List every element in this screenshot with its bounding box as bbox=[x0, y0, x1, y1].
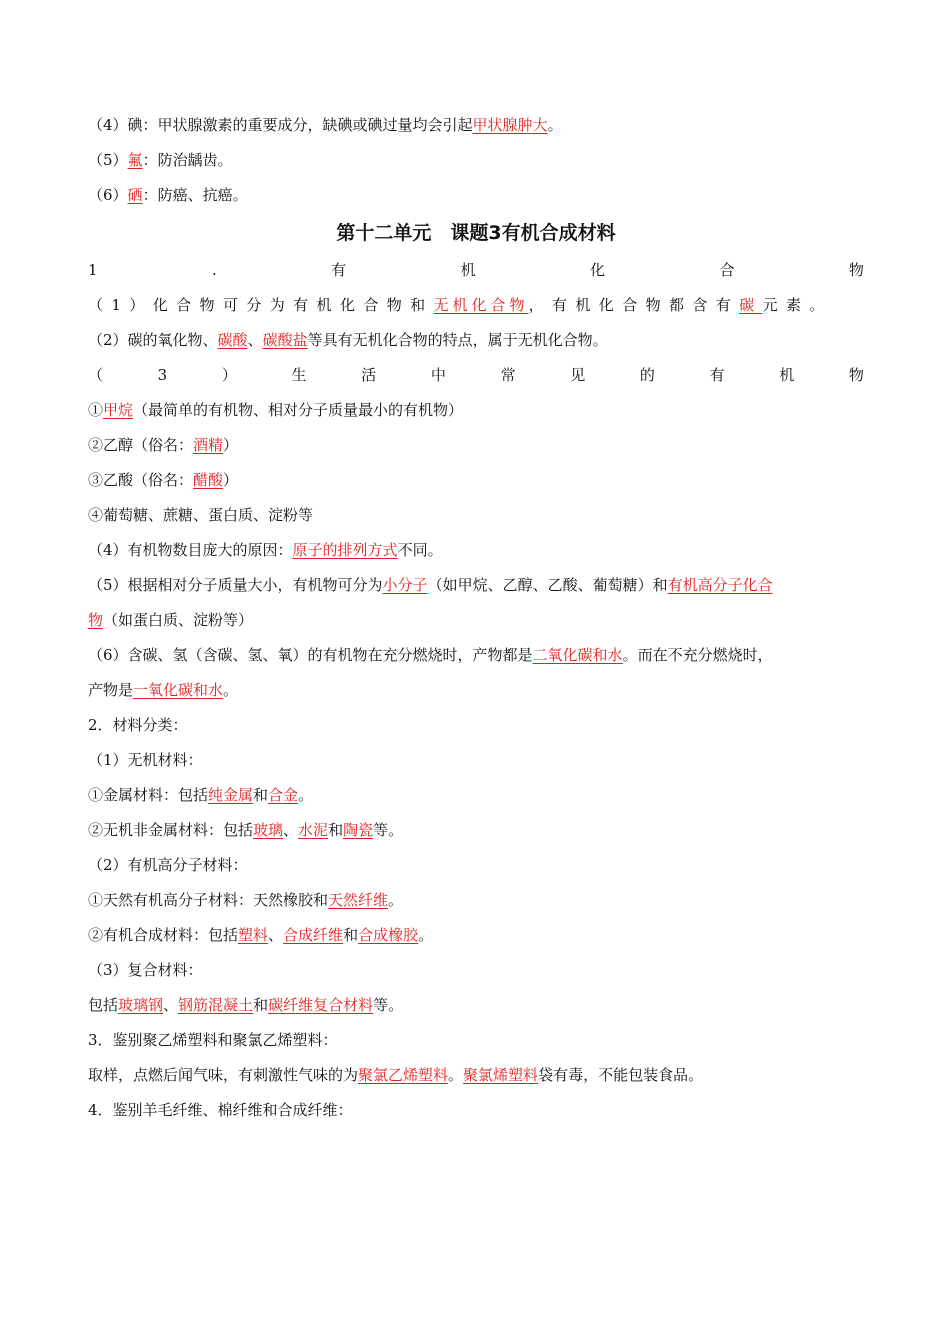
text: 。 bbox=[448, 1066, 464, 1084]
text: 和 bbox=[343, 926, 359, 944]
compound-classification-line bbox=[88, 288, 864, 323]
composite-materials-heading: （3）复合材料： bbox=[88, 961, 203, 979]
combustion-line-cont bbox=[88, 673, 864, 708]
text: 、 bbox=[268, 926, 284, 944]
heading-char: . bbox=[211, 261, 217, 279]
text: 、 bbox=[163, 996, 179, 1014]
sugars-line: ④葡萄糖、蔗糖、蛋白质、淀粉等 bbox=[88, 506, 314, 524]
text: （6）含碳、氢（含碳、氢、氧）的有机物在充分燃烧时，产物都是 bbox=[88, 646, 533, 664]
answer-blank: 甲烷 bbox=[103, 401, 134, 419]
text: 。 bbox=[547, 116, 563, 134]
text: ②无机非金属材料：包括 bbox=[88, 821, 254, 839]
answer-blank: 物 bbox=[88, 611, 104, 629]
heading-common-organics bbox=[88, 358, 864, 393]
text: （4）有机物数目庞大的原因： bbox=[88, 541, 293, 559]
text: 等。 bbox=[373, 996, 404, 1014]
text: （如蛋白质、淀粉等） bbox=[103, 611, 254, 629]
answer-blank: 一氧化碳和水 bbox=[133, 681, 224, 699]
answer-blank: 塑料 bbox=[238, 926, 269, 944]
text: 、 bbox=[283, 821, 299, 839]
answer-blank: 合金 bbox=[268, 786, 299, 804]
answer-blank: 聚氯烯塑料 bbox=[463, 1066, 539, 1084]
text: ②有机合成材料：包括 bbox=[88, 926, 239, 944]
section-title: 第十二单元 课题3有机合成材料 bbox=[336, 222, 616, 244]
answer-blank: 聚氯乙烯塑料 bbox=[358, 1066, 449, 1084]
heading-char: 机 bbox=[460, 261, 476, 279]
answer-blank: 小分子 bbox=[382, 576, 428, 594]
answer-blank: 钢筋混凝土 bbox=[178, 996, 254, 1014]
methane-line bbox=[88, 393, 864, 428]
text: 。 bbox=[298, 786, 314, 804]
text: ①天然有机高分子材料：天然橡胶和 bbox=[88, 891, 329, 909]
organic-variety-line bbox=[88, 533, 864, 568]
text: （4）碘：甲状腺激素的重要成分，缺碘或碘过量均会引起 bbox=[88, 116, 473, 134]
text: （最简单的有机物、相对分子质量最小的有机物） bbox=[133, 401, 464, 419]
text: ：防癌、抗癌。 bbox=[142, 186, 248, 204]
heading-char: 合 bbox=[719, 261, 735, 279]
natural-polymer-line bbox=[88, 883, 864, 918]
text: ②乙醇（俗名： bbox=[88, 436, 194, 454]
text: 等。 bbox=[373, 821, 404, 839]
text: 元素。 bbox=[762, 296, 833, 314]
heading-char: 中 bbox=[430, 366, 446, 384]
heading-organic-compounds bbox=[88, 253, 864, 288]
answer-blank: 酒精 bbox=[193, 436, 224, 454]
heading-char: 的 bbox=[639, 366, 655, 384]
answer-blank: 有机高分子化合 bbox=[667, 576, 773, 594]
answer-blank: 陶瓷 bbox=[343, 821, 374, 839]
text: 和 bbox=[253, 996, 269, 1014]
heading-char: 1 bbox=[88, 261, 98, 279]
text: 。 bbox=[223, 681, 239, 699]
iodine-line bbox=[88, 108, 864, 143]
carbon-oxides-line bbox=[88, 323, 864, 358]
text: 产物是 bbox=[88, 681, 134, 699]
plastic-identification-heading: 3．鉴别聚乙烯塑料和聚氯乙烯塑料： bbox=[88, 1031, 338, 1049]
answer-blank: 合成纤维 bbox=[283, 926, 344, 944]
text: 包括 bbox=[88, 996, 119, 1014]
plastic-identification-line bbox=[88, 1058, 864, 1093]
answer-blank: 水泥 bbox=[298, 821, 329, 839]
molecular-size-line-cont bbox=[88, 603, 864, 638]
heading-char: 生 bbox=[291, 366, 307, 384]
text: ） bbox=[223, 471, 239, 489]
text: ） bbox=[223, 436, 239, 454]
composite-materials-line bbox=[88, 988, 864, 1023]
text: 袋有毒，不能包装食品。 bbox=[538, 1066, 704, 1084]
text: ，有机化合物都含有 bbox=[528, 296, 740, 314]
text: （如甲烷、乙醇、乙酸、葡萄糖）和 bbox=[427, 576, 668, 594]
text: 、 bbox=[247, 331, 263, 349]
answer-blank: 碳纤维复合材料 bbox=[268, 996, 374, 1014]
combustion-line bbox=[88, 638, 864, 673]
text: 取样，点燃后闻气味，有刺激性气味的为 bbox=[88, 1066, 359, 1084]
text: 不同。 bbox=[397, 541, 443, 559]
polymer-materials-heading: （2）有机高分子材料： bbox=[88, 856, 248, 874]
metal-materials-line bbox=[88, 778, 864, 813]
molecular-size-line bbox=[88, 568, 864, 603]
text: （1）化合物可分为有机化合物和 bbox=[88, 296, 434, 314]
document-page bbox=[88, 108, 864, 1128]
text: ③乙酸（俗名： bbox=[88, 471, 194, 489]
answer-blank: 二氧化碳和水 bbox=[532, 646, 623, 664]
answer-blank: 合成橡胶 bbox=[358, 926, 419, 944]
heading-char: 机 bbox=[779, 366, 795, 384]
fluorine-line bbox=[88, 143, 864, 178]
text: 。 bbox=[388, 891, 404, 909]
heading-char: 有 bbox=[709, 366, 725, 384]
materials-heading: 2．材料分类： bbox=[88, 716, 188, 734]
text: ①金属材料：包括 bbox=[88, 786, 209, 804]
fiber-identification-heading: 4．鉴别羊毛纤维、棉纤维和合成纤维： bbox=[88, 1101, 353, 1119]
text: （2）碳的氧化物、 bbox=[88, 331, 218, 349]
heading-char: 3 bbox=[157, 366, 168, 384]
text: （6） bbox=[88, 186, 128, 204]
heading-char: 常 bbox=[500, 366, 516, 384]
acetic-acid-line bbox=[88, 463, 864, 498]
text: 和 bbox=[253, 786, 269, 804]
answer-blank: 纯金属 bbox=[208, 786, 254, 804]
heading-char: 物 bbox=[848, 366, 864, 384]
heading-char: 化 bbox=[590, 261, 606, 279]
answer-blank: 碳 bbox=[739, 296, 763, 314]
text: （5）根据相对分子质量大小，有机物可分为 bbox=[88, 576, 383, 594]
answer-blank: 天然纤维 bbox=[328, 891, 389, 909]
heading-char: 见 bbox=[570, 366, 586, 384]
heading-char: ） bbox=[221, 366, 237, 384]
text: 。 bbox=[418, 926, 434, 944]
answer-blank: 碳酸盐 bbox=[262, 331, 308, 349]
selenium-line bbox=[88, 178, 864, 213]
text: 等具有无机化合物的特点，属于无机化合物。 bbox=[307, 331, 608, 349]
heading-char: （ bbox=[88, 366, 104, 384]
inorganic-materials-heading: （1）无机材料： bbox=[88, 751, 203, 769]
text: 。而在不充分燃烧时， bbox=[622, 646, 773, 664]
synthetic-materials-line bbox=[88, 918, 864, 953]
heading-char: 活 bbox=[361, 366, 377, 384]
answer-blank: 原子的排列方式 bbox=[292, 541, 398, 559]
answer-blank: 碳酸 bbox=[217, 331, 248, 349]
ethanol-line bbox=[88, 428, 864, 463]
text: （5） bbox=[88, 151, 128, 169]
heading-char: 物 bbox=[848, 261, 864, 279]
nonmetal-materials-line bbox=[88, 813, 864, 848]
text: ：防治龋齿。 bbox=[142, 151, 233, 169]
answer-blank: 无机化合物 bbox=[433, 296, 529, 314]
answer-blank: 醋酸 bbox=[193, 471, 224, 489]
answer-blank: 玻璃 bbox=[253, 821, 284, 839]
heading-char: 有 bbox=[331, 261, 347, 279]
text: 和 bbox=[328, 821, 344, 839]
answer-blank: 氟 bbox=[127, 151, 143, 169]
answer-blank: 甲状腺肿大 bbox=[472, 116, 548, 134]
answer-blank: 硒 bbox=[127, 186, 143, 204]
text: ① bbox=[88, 401, 104, 419]
answer-blank: 玻璃钢 bbox=[118, 996, 164, 1014]
